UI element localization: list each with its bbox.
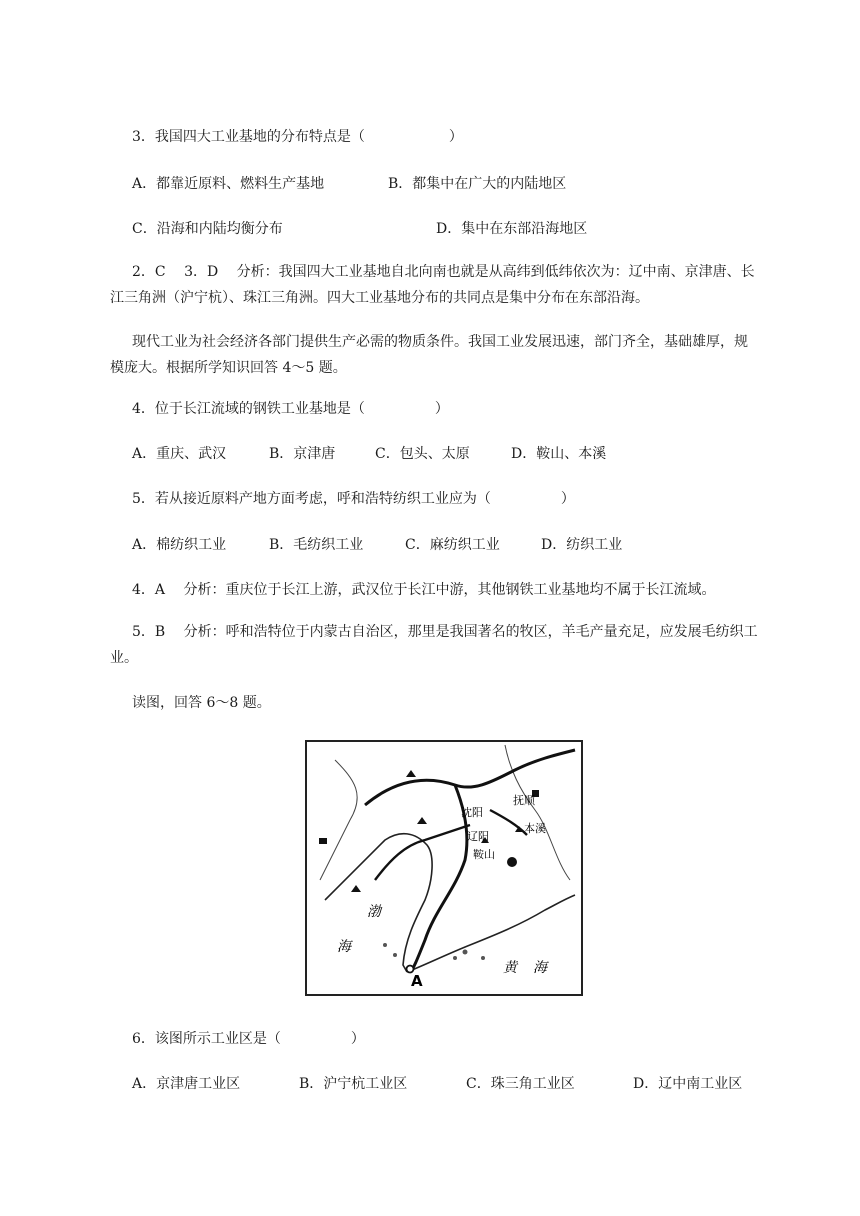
island [453, 956, 457, 960]
label-hai-2: 海 [533, 960, 547, 976]
question-4-option-a: A．重庆、武汉 [132, 446, 227, 462]
label-point-a: A [411, 972, 423, 990]
label-benxi: 本溪 [524, 822, 546, 835]
island [383, 943, 387, 947]
label-fushun: 抚顺 [513, 794, 535, 807]
intro-4-5: 现代工业为社会经济各部门提供生产必需的物质条件。我国工业发展迅速，部门齐全，基础雄厚，规模庞大。根据所学知识回答 4～5 题。 [110, 334, 748, 376]
liaoning-industrial-map [305, 740, 583, 996]
question-3-option-c: C．沿海和内陆均衡分布 [132, 221, 283, 237]
map-svg [305, 740, 583, 996]
intro-6-8: 读图，回答 6～8 题。 [132, 695, 271, 711]
label-bo: 渤 [367, 904, 381, 920]
question-5-option-c: C．麻纺织工业 [405, 537, 500, 553]
industry-icon-circle [507, 857, 517, 867]
island [481, 956, 485, 960]
question-6-stem: 6．该图所示工业区是（ ） [132, 1031, 365, 1047]
label-shenyang: 沈阳 [461, 806, 483, 819]
question-6-option-b: B．沪宁杭工业区 [299, 1076, 408, 1092]
answer-2-3-analysis: 2．C 3．D 分析：我国四大工业基地自北向南也就是从高纬到低纬依次为：辽中南、京津唐、长江三角洲（沪宁杭）、珠江三角洲。四大工业基地分布的共同点是集中分布在东部沿海。 [110, 264, 755, 306]
island [393, 953, 397, 957]
question-6-option-d: D．辽中南工业区 [633, 1076, 743, 1092]
question-6-option-c: C．珠三角工业区 [466, 1076, 575, 1092]
answer-4-analysis: 4．A 分析：重庆位于长江上游，武汉位于长江中游，其他钢铁工业基地均不属于长江流域。 [132, 582, 716, 598]
question-3-option-d: D．集中在东部沿海地区 [436, 221, 588, 237]
question-5-option-b: B．毛纺织工业 [269, 537, 364, 553]
question-3-option-b: B．都集中在广大的内陆地区 [388, 176, 567, 192]
island [463, 950, 468, 955]
question-4-option-b: B．京津唐 [269, 446, 336, 462]
label-anshan: 鞍山 [473, 848, 495, 861]
question-6-option-a: A．京津唐工业区 [132, 1076, 241, 1092]
question-5-option-d: D．纺织工业 [541, 537, 623, 553]
answer-5-analysis: 5．B 分析：呼和浩特位于内蒙古自治区，那里是我国著名的牧区，羊毛产量充足，应发展毛纺织工业。 [110, 624, 758, 666]
question-3-option-a: A．都靠近原料、燃料生产基地 [132, 176, 325, 192]
question-5-stem: 5．若从接近原料产地方面考虑，呼和浩特纺织工业应为（ ） [132, 491, 575, 507]
label-huang: 黄 [503, 960, 517, 976]
label-liaoyang: 辽阳 [467, 830, 489, 843]
question-3-stem: 3．我国四大工业基地的分布特点是（ ） [132, 129, 463, 145]
question-4-option-d: D．鞍山、本溪 [511, 446, 607, 462]
industry-icon-far-west [319, 838, 327, 844]
question-5-option-a: A．棉纺织工业 [132, 537, 227, 553]
question-4-option-c: C．包头、太原 [375, 446, 470, 462]
label-hai-1: 海 [337, 939, 351, 955]
question-4-stem: 4．位于长江流域的钢铁工业基地是（ ） [132, 401, 449, 417]
